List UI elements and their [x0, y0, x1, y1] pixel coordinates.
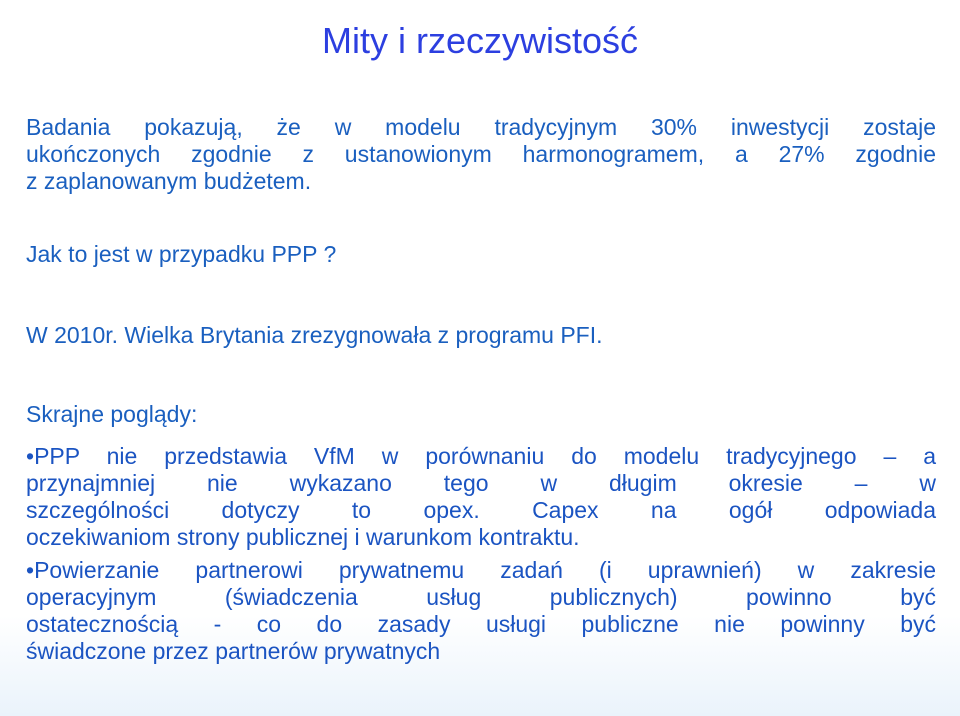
heading-extreme-views: Skrajne poglądy: — [26, 401, 198, 427]
paragraph-research-line-2: ukończonych zgodnie z ustanowionym harmonogramem, a 27% zgodnie — [26, 141, 936, 167]
bullet-item-vfm-line-4: oczekiwaniom strony publicznej i warunkom kontraktu. — [26, 524, 580, 550]
bullet-icon: • — [26, 443, 35, 469]
uk-note: W 2010r. Wielka Brytania zrezygnowała z programu PFI. — [26, 322, 603, 348]
slide-title: Mity i rzeczywistość — [321, 20, 639, 61]
bullet-item-outsourcing-line-2: operacyjnym (świadczenia usług publicznych) powinno być — [26, 584, 936, 610]
bullet-item-vfm-line-3: szczególności dotyczy to opex. Capex na ogół odpowiada — [26, 497, 936, 523]
bullet-icon: • — [26, 557, 35, 583]
bullet-item-vfm-text-1: PPP nie przedstawia VfM w porównaniu do modelu tradycyjnego – a — [34, 443, 936, 469]
bullet-item-outsourcing-line-1 — [26, 557, 936, 584]
paragraph-research-line-1: Badania pokazują, że w modelu tradycyjnym 30% inwestycji zostaje — [26, 114, 936, 140]
bullet-item-outsourcing-line-4: świadczone przez partnerów prywatnych — [26, 638, 441, 664]
bullet-item-outsourcing-text-1: Powierzanie partnerowi prywatnemu zadań (i uprawnień) w zakresie — [34, 557, 936, 583]
paragraph-research — [26, 114, 936, 195]
bullet-item-outsourcing — [26, 557, 936, 665]
bullet-item-vfm-line-2: przynajmniej nie wykazano tego w długim okresie – w — [26, 470, 936, 496]
bullet-item-vfm — [26, 443, 936, 551]
bullet-item-outsourcing-line-3: ostatecznością - co do zasady usługi publiczne nie powinny być — [26, 611, 936, 637]
question-ppp: Jak to jest w przypadku PPP ? — [26, 241, 337, 267]
bullet-item-vfm-line-1 — [26, 443, 936, 470]
paragraph-research-line-3: z zaplanowanym budżetem. — [26, 168, 312, 194]
